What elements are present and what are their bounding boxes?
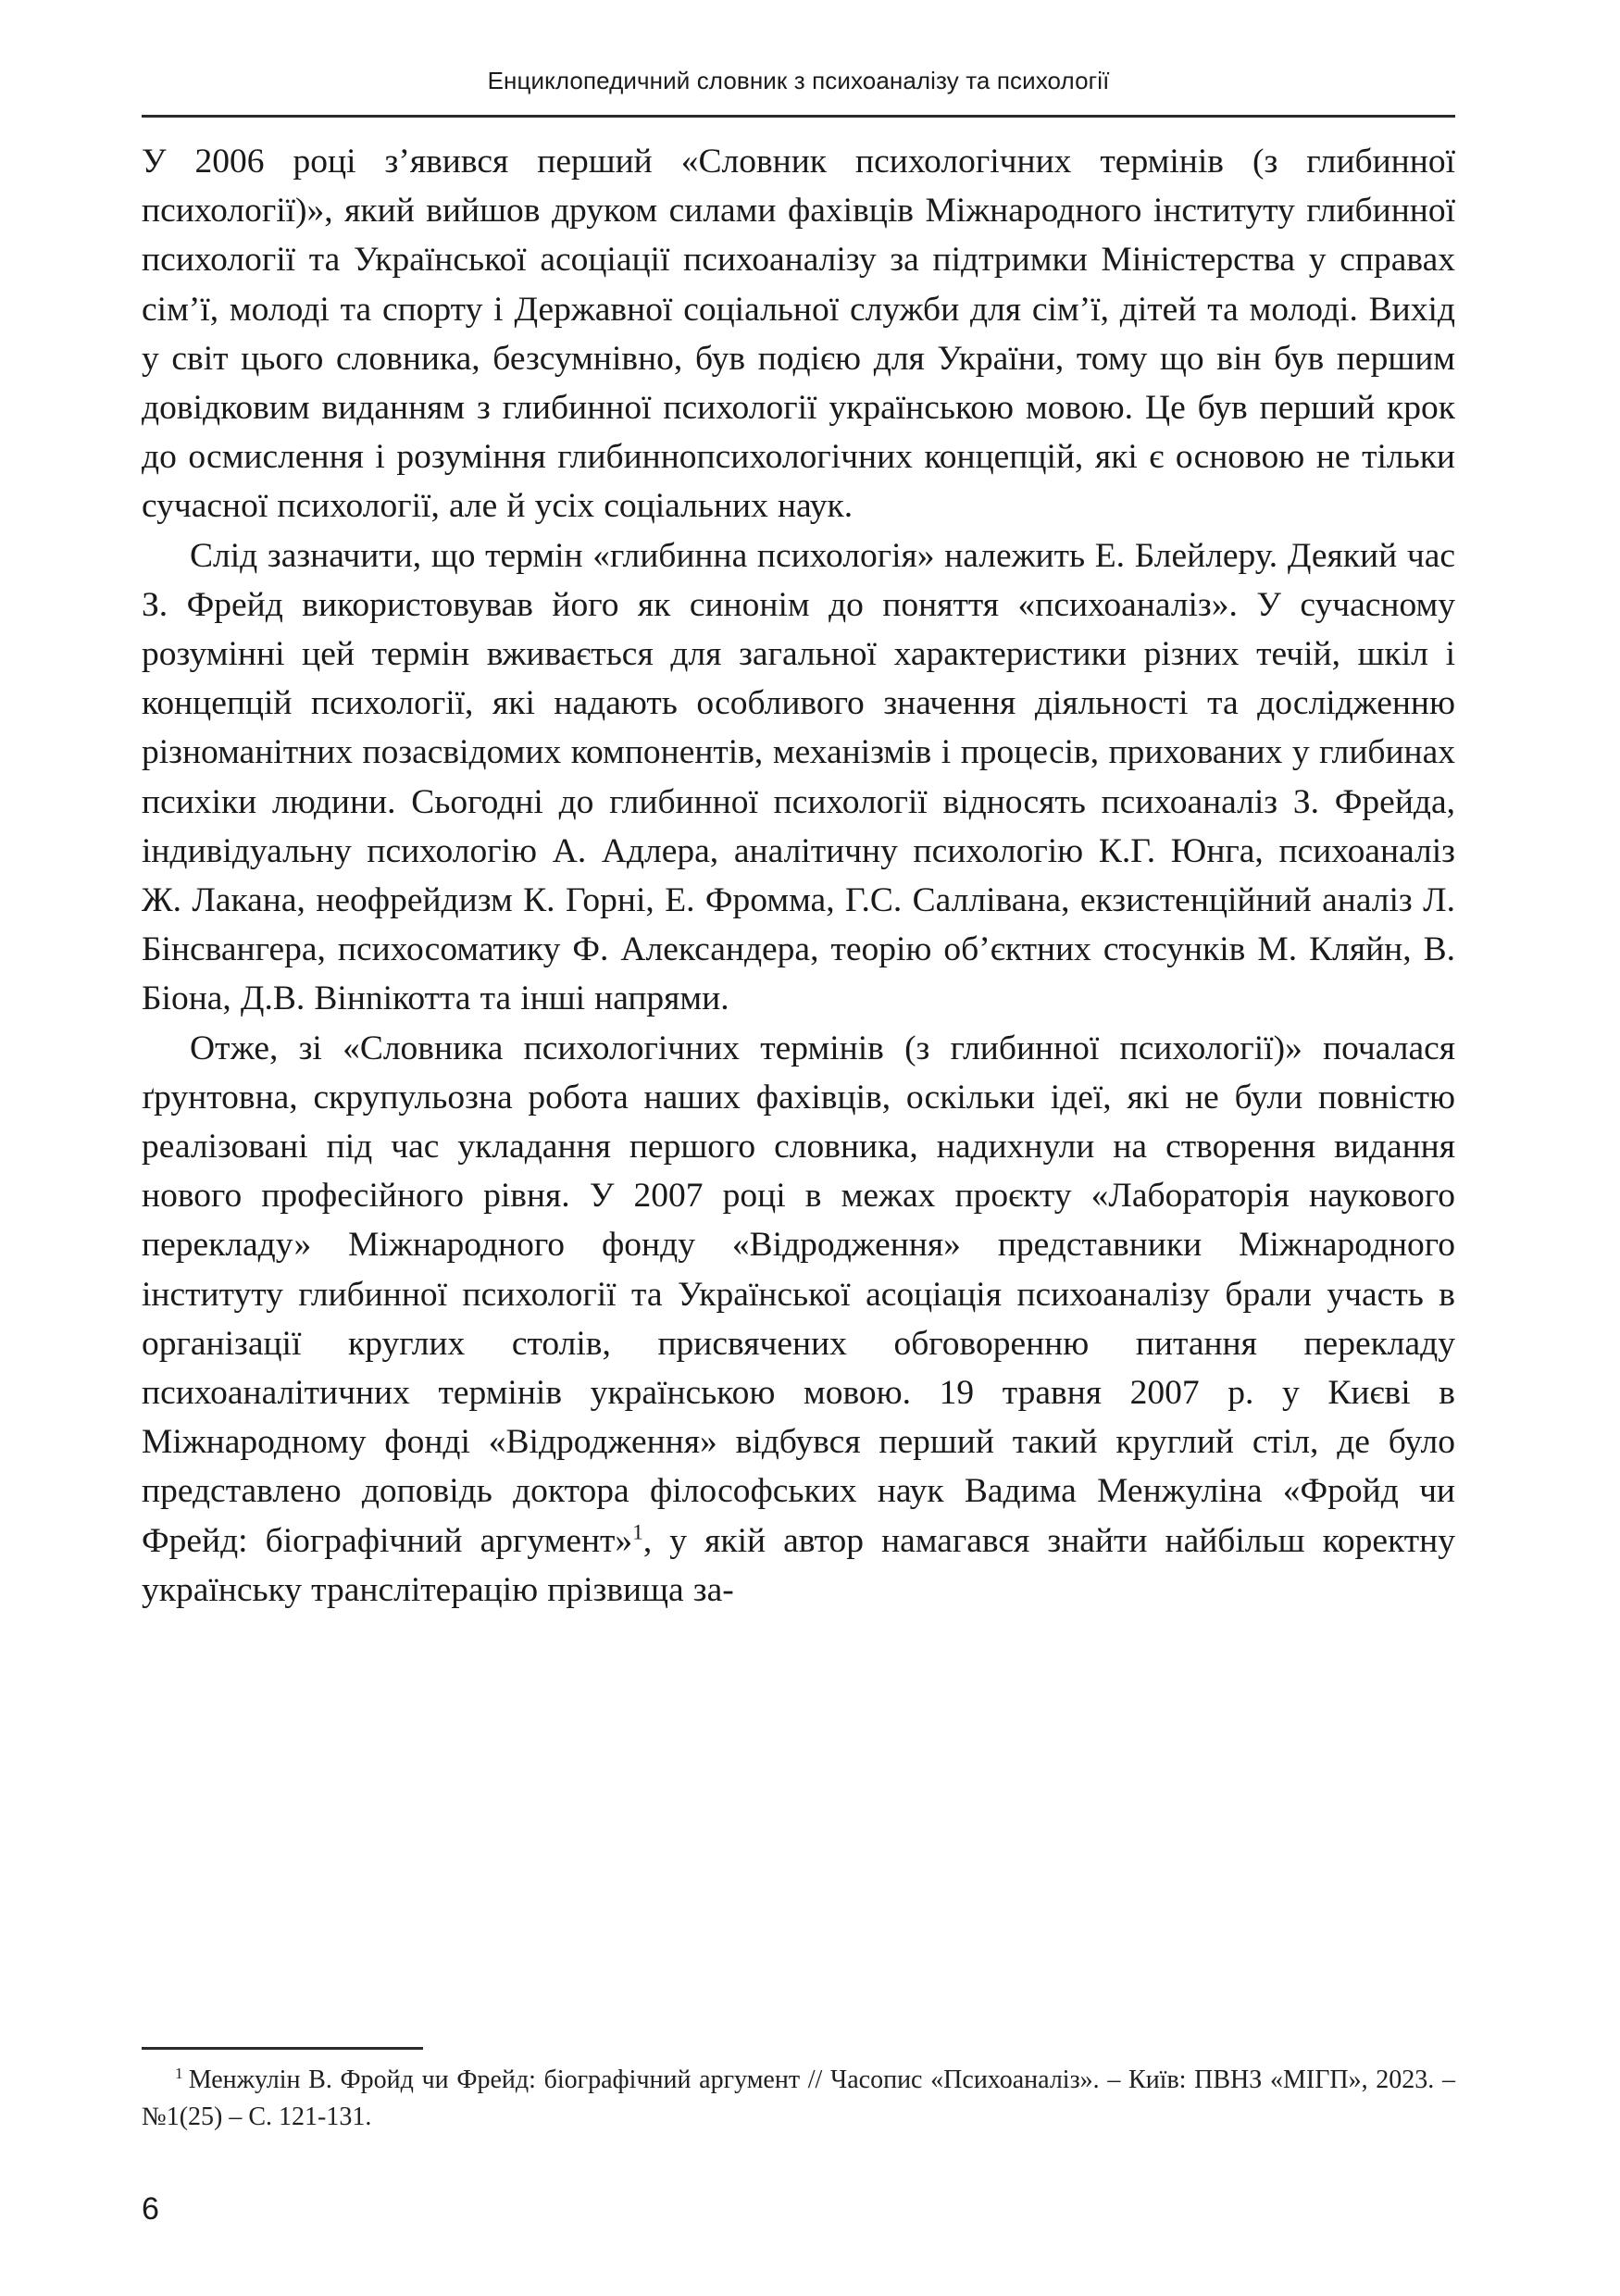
page-number: 6 bbox=[142, 2191, 159, 2227]
footnote-reference-marker[interactable]: 1 bbox=[632, 1520, 643, 1545]
paragraph-1: У 2006 році з’явився перший «Словник психологічних термінів (з глибинної психології)», який вийшов друком силами фахівців Міжнародного інституту глибинної психології та Української асоціації психоаналізу за підтримки Міністерства у справах сім’ї, молоді та спорту і Державної соціальної служби для сім’ї, дітей та молоді. Вихід у світ цього словника, безсумнівно, був подією для України, тому що він був першим довідковим виданням з глибинної психології українською мовою. Це був перший крок до осмислення і розуміння глибиннопсихологічних концепцій, які є основою не тільки сучасної психології, але й усіх соціальних наук. bbox=[142, 143, 1455, 526]
footnote-marker: 1 bbox=[175, 2064, 183, 2082]
paragraph-3-text-after-footnote-ref: , у якій автор намагався знайти найбільш коректну українську транслітерацію прізвища за- bbox=[142, 1521, 1455, 1609]
header-rule bbox=[142, 115, 1455, 118]
paragraph-2: Слід зазначити, що термін «глибинна психологія» належить Е. Блейлеру. Деякий час З. Фрейд використовував його як синонім до поняття «психоаналіз». У сучасному розумінні цей термін вживається для загальної характеристики різних течій, шкіл і концепцій психології, які надають особливого значення діяльності та дослідженню різноманітних позасвідомих компонентів, механізмів і процесів, прихованих у глибинах психіки людини. Сьогодні до глибинної психології відносять психоаналіз З. Фрейда, індивідуальну психологію А. Адлера, аналітичну психологію К.Г. Юнга, психоаналіз Ж. Лакана, неофрейдизм К. Горні, Е. Фромма, Г.С. Саллівана, екзистенційний аналіз Л. Бінсвангера, психосоматику Ф. Александера, теорію об’єктних стосунків М. Кляйн, В. Біона, Д.В. Вінnікотта та інші напрями. bbox=[142, 536, 1455, 1018]
body-text-column bbox=[142, 137, 1455, 1615]
footnote-text: Менжулін В. Фройд чи Фрейд: біографічний аргумент // Часопис «Психоаналіз». – Київ: ПВНЗ «МІГП», 2023. – №1(25) – С. 121-131. bbox=[142, 2065, 1455, 2131]
footnote bbox=[142, 2062, 1455, 2136]
paragraph-3-text-before-footnote-ref: Отже, зі «Словника психологічних термінів (з глибинної психології)» почалася ґрунтовна, скрупульозна робота наших фахівців, оскільки ідеї, які не були повністю реалізовані під час укладання першого словника, надихнули на створення видання нового професійного рівня. У 2007 році в межах проєкту «Лабораторія наукового перекладу» Міжнародного фонду «Відродження» представники Міжнародного інституту глибинної психології та Української асоціація психоаналізу брали участь в організації круглих столів, присвячених обговоренню питання перекладу психоаналітичних термінів українською мовою. 19 травня 2007 р. у Києві в Міжнародному фонді «Відродження» відбувся перший такий круглий стіл, де було представлено доповідь доктора філософських наук Вадима Менжуліна «Фройд чи Фрейд: біографічний аргумент» bbox=[142, 1029, 1455, 1560]
running-head: Енциклопедичний словник з психоаналізу та психології bbox=[487, 67, 1110, 94]
footnote-separator-rule bbox=[142, 2047, 423, 2050]
paragraph-3 bbox=[142, 1024, 1455, 1615]
